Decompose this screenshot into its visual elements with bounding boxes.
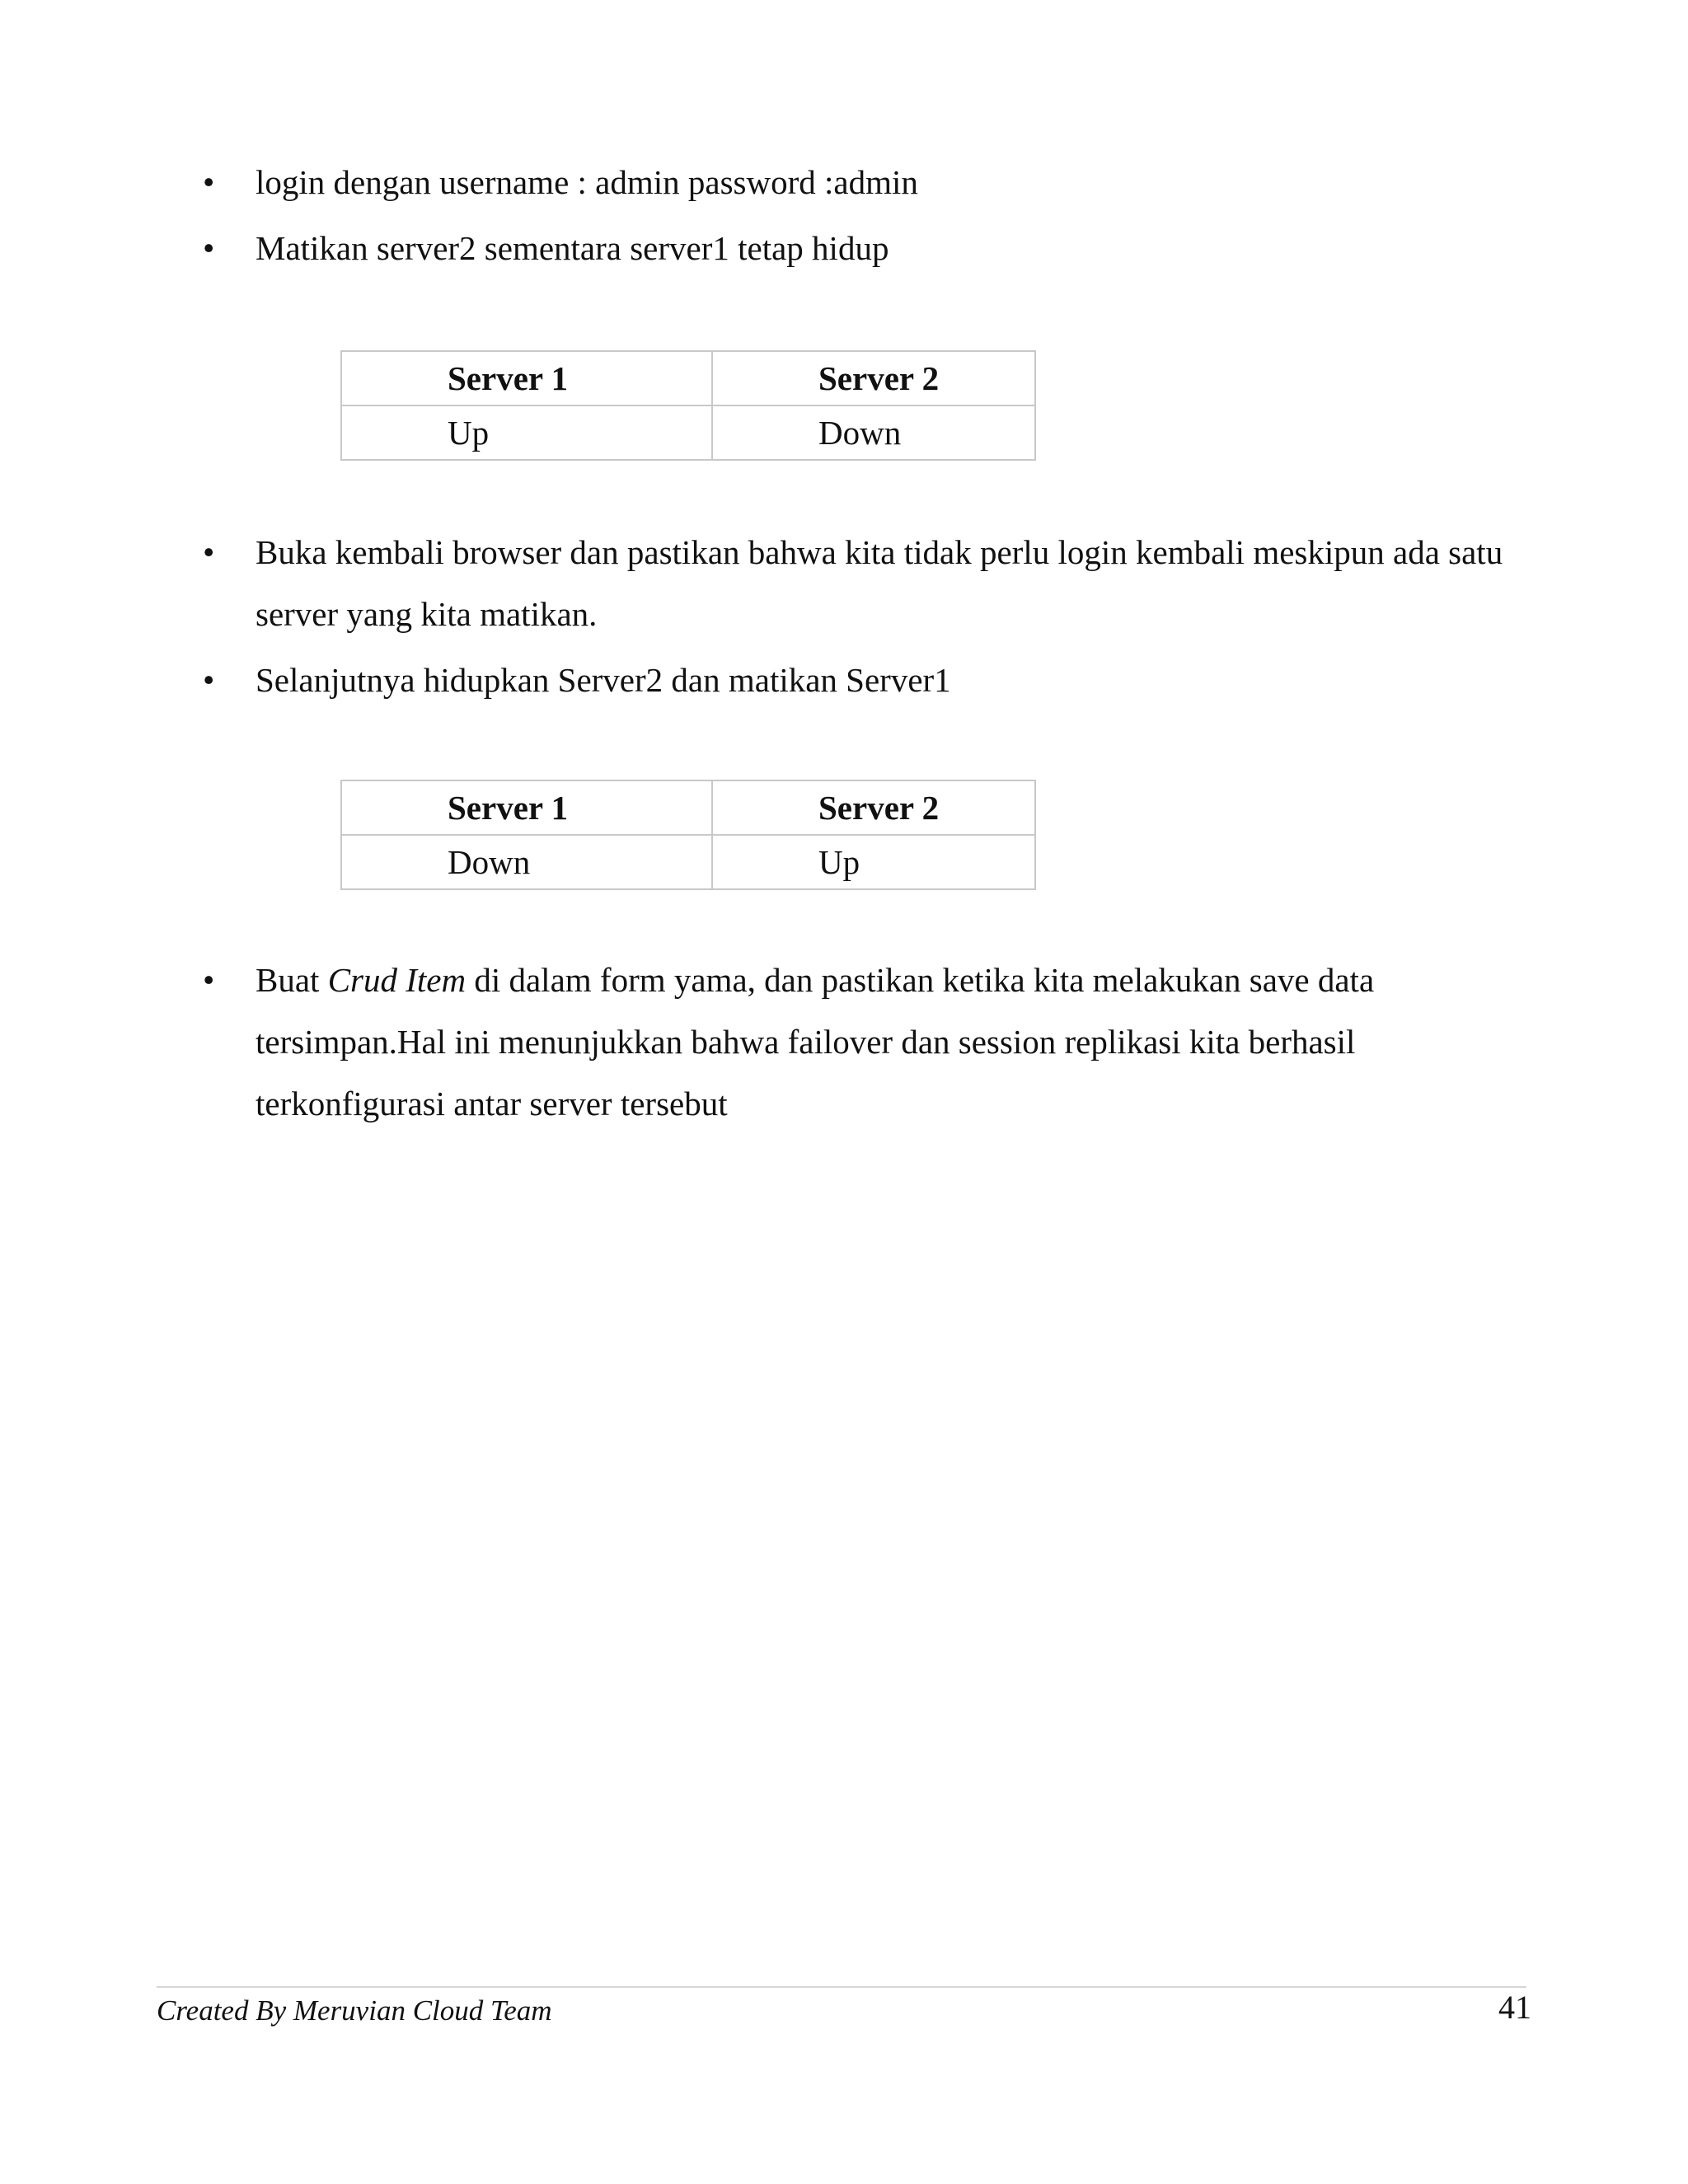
server-status-table-1	[340, 350, 1036, 461]
table-header-row	[341, 780, 1035, 835]
table-row	[341, 835, 1035, 889]
bullet-icon: •	[203, 661, 215, 699]
table-row	[341, 405, 1035, 460]
bullet-icon: •	[203, 229, 215, 267]
footer-divider	[157, 1986, 1526, 1988]
bullet-text-suffix: di dalam form yama, dan pastikan ketika kita melakukan save data tersimpan.Hal ini menunjukkan bahwa failover dan session replikasi kita berhasil terkonfigurasi antar server tersebut	[256, 961, 1375, 1122]
table-header-server2: Server 2	[712, 780, 1035, 835]
bullet-list-2	[0, 522, 1688, 711]
bullet-text: Buka kembali browser dan pastikan bahwa kita tidak perlu login kembali meskipun ada satu server yang kita matikan.	[256, 533, 1503, 633]
bullet-item-reopen-browser	[0, 522, 1688, 645]
bullet-icon: •	[203, 961, 215, 999]
table-cell-server2-status: Down	[712, 405, 1035, 460]
page-number: 41	[1498, 1989, 1531, 2026]
bullet-text-prefix: Buat	[256, 961, 328, 999]
bullet-icon: •	[203, 533, 215, 571]
bullet-item-login	[0, 152, 1688, 213]
table-header-server2: Server 2	[712, 351, 1035, 405]
bullet-icon: •	[203, 163, 215, 201]
bullet-text: Matikan server2 sementara server1 tetap hidup	[256, 229, 889, 267]
table-header-row	[341, 351, 1035, 405]
table-header-server1: Server 1	[341, 780, 712, 835]
table-cell-server2-status: Up	[712, 835, 1035, 889]
bullet-list-1	[0, 152, 1688, 279]
server-status-table-2	[340, 780, 1036, 890]
table-cell-server1-status: Up	[341, 405, 712, 460]
table-header-server1: Server 1	[341, 351, 712, 405]
bullet-text: login dengan username : admin password :admin	[256, 163, 918, 201]
bullet-item-crud-item	[0, 949, 1688, 1135]
bullet-list-3	[0, 949, 1688, 1135]
bullet-text: Selanjutnya hidupkan Server2 dan matikan Server1	[256, 661, 951, 699]
bullet-item-shutdown-server2	[0, 218, 1688, 279]
table-cell-server1-status: Down	[341, 835, 712, 889]
bullet-text-emphasis: Crud Item	[327, 961, 467, 999]
bullet-item-swap-servers	[0, 649, 1688, 711]
footer-credit: Created By Meruvian Cloud Team	[157, 1994, 552, 2027]
